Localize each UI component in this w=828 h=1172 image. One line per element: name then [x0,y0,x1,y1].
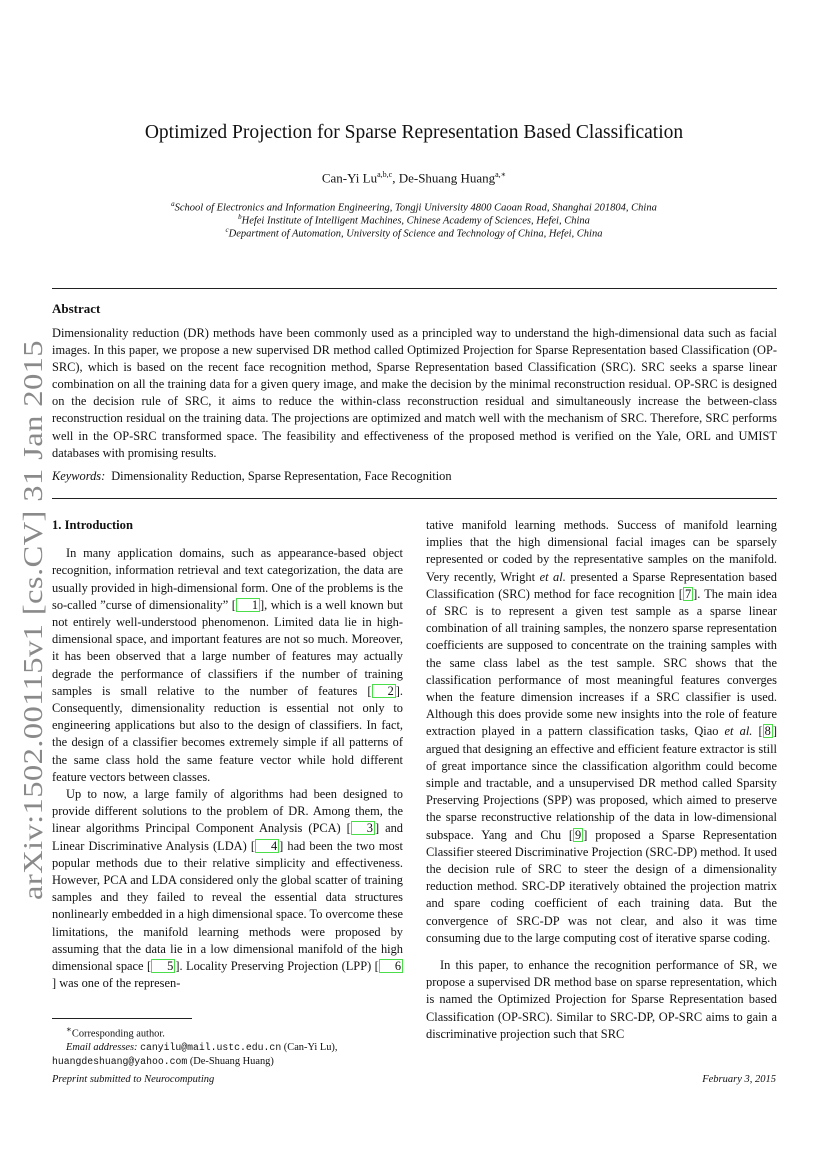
paragraph-text: ], which is a well known but not entirely well-understood phenomenon. Limited data lie in high-dimensional space, and important features are not so much. Moreover, it has been observed that a large number of features may actually degrade the performance of classifiers if the number of training samples is small relative to the number of features [ [52,597,403,698]
email-label: Email addresses: [66,1042,138,1054]
footnote [52,1022,403,1069]
paragraph-text: ]. Locality Preserving Projection (LPP) [ [175,959,379,974]
affiliation-mark: a [171,200,175,208]
affiliation-text: Department of Automation, University of Science and Technology of China, Hefei, China [228,228,603,240]
affiliation [0,226,828,240]
citation-link[interactable]: 7 [684,586,692,601]
paragraph-text: et al. [539,569,566,584]
citation-link[interactable]: 8 [764,724,771,739]
citation-link[interactable]: 1 [236,598,260,612]
abstract-bottom-rule [52,498,777,499]
affiliation [0,200,828,214]
email-link[interactable]: huangdeshuang@yahoo.com [52,1056,188,1068]
paragraph-text: ]. The main idea of SRC is to represent a given test sample as a sparse linear combination of all training samples, the nonzero sparse representation coefficients are supposed to concentrate on the training samples with the same class label as the test sample. SRC shows that the classification performance of most meaningful features converges when the feature dimension increases if a SRC classifier is used. Although this does provide some new insights into the role of feature extraction played in a pattern classification tasks, Qiao [426,586,777,739]
affiliation-text: Hefei Institute of Intelligent Machines, Chinese Academy of Sciences, Hefei, China [241,215,590,227]
abstract-heading: Abstract [52,301,101,316]
abstract-text: Dimensionality reduction (DR) methods have been commonly used as a principled way to understand the high-dimensional data such as facial images. In this paper, we propose a new supervised DR method called Optimized Projection for Sparse Representation based Classification (OP-SRC), which is based on the recent face recognition method, Sparse Representation based Classification (SRC). SRC seeks a sparse linear combination on all the training data for a given query image, and make the decision by the minimal reconstruction residual. OP-SRC is designed on the decision rule of SRC, it aims to reduce the within-class reconstruction residual and simultaneously increase the between-class reconstruction residual on the training data. The projections are optimized and match well with the mechanism of SRC. Therefore, SRC performs well in the OP-SRC transformed space. The feasibility and effectiveness of the proposed method is verified on the Yale, ORL and UMIST databases with promising results. [52,326,777,460]
keywords [52,469,452,484]
author-list [0,170,828,186]
citation-link[interactable]: 9 [575,827,582,842]
right-column [426,517,777,1043]
affiliation-mark: c [225,226,229,234]
author-separator: , [392,170,399,186]
paragraph-text: ] had been the two most popular methods due to their relative simplicity and effectiveness. However, PCA and LDA considered only the global scatter of training samples and they failed to reveal the essential data structures nonlinearly embedded in a high dimensional space. To overcome these limitations, the manifold learning methods were proposed by assuming that the data lie in a low dimensional manifold of the high dimensional space [ [52,838,403,974]
keywords-text: Dimensionality Reduction, Sparse Representation, Face Recognition [111,469,452,483]
paragraph-text: ] proposed a Sparse Representation Classifier steered Discriminative Projection (SRC-DP) method. It used the decision rule of SRC to steer the design of a dimensionality reduction method. SRC-DP iteratively obtained the projection matrix and spare coding coefficient of each training data. But the convergence of SRC-DP was not clear, and also it was time consuming due to the large computing cost of iterative sparse coding. [426,827,778,945]
citation-link[interactable]: 6 [379,959,403,973]
paragraph-text: ] was one of the represen- [52,976,181,991]
paragraph-text: ]. Consequently, dimensionality reduction is essential not only to engineering applications but also to the design of classifiers. In fact, the design of a classifier becomes extremely simple if all patterns of the same class hold the same feature vector while hold different feature vectors between classes. [52,683,403,784]
paragraph-text: ] and Linear Discriminative Analysis (LDA) [ [52,821,403,853]
paragraph-text: Up to now, a large family of algorithms had been designed to provide different solutions to the problem of DR. Among them, the linear algorithms Principal Component Analysis (PCA) [ [52,787,403,836]
footnote-text: Corresponding author. [71,1028,165,1040]
paragraph-text: ] argued that designing an effective and efficient feature extractor is still of great importance since the classification algorithm could become simple and tractable, and a unsupervised DR method called Sparsity Preserving Projections (SPP) was proposed, which aimed to preserve the sparse reconstructive relationship of the data in low-dimensional subspace. Yang and Chu [ [426,724,777,842]
paper-title: Optimized Projection for Sparse Representation Based Classification [144,122,684,143]
footer-journal: Preprint submitted to Neurocomputing [52,1074,215,1085]
footnote-text: (De-Shuang Huang) [187,1056,274,1068]
paragraph [52,545,403,786]
paragraph-text: tative manifold learning methods. Success of manifold learning implies that the high dimensional facial images can be sparsely represented or coded by the representative samples on the manifold. Very recently, Wright [426,518,777,584]
footnote-mark: ∗ [66,1024,72,1034]
citation-link[interactable]: 2 [372,684,396,698]
citation-link[interactable]: 4 [255,839,279,853]
author-name: Can-Yi Lu [321,170,378,186]
citation-link[interactable]: 5 [151,959,175,973]
email-link[interactable]: canyilu@mail.ustc.edu.cn [140,1042,282,1054]
paragraph-text: In many application domains, such as appearance-based object recognition, information retrieval and text categorization, the data are usually provided in high-dimensional form. One of the problems is the so-called ”curse of dimensionality” [ [52,546,403,612]
arxiv-stamp [18,340,48,900]
arxiv-id: arXiv:1502.00115v1 [cs.CV] 31 Jan 2015 [18,436,48,900]
paragraph [52,786,403,992]
footnote-rule [52,1018,192,1019]
keywords-label: Keywords: [52,469,106,483]
paragraph: In this paper, to enhance the recognition performance of SR, we propose a supervised DR method base on sparse representation, which is named the Optimized Projection for Sparse Representation based Classification (OP-SRC). Similar to SRC-DP, OP-SRC aims to gain a discriminative projection such that SRC [426,958,777,1041]
author-name: De-Shuang Huang [398,170,496,186]
author-affil-mark: a,∗ [495,170,507,179]
paragraph-text: presented a Sparse Representation based Classification (SRC) method for face recognition [ [426,569,778,601]
section-heading: 1. Introduction [52,518,133,532]
affiliation-mark: b [238,213,242,221]
abstract-top-rule [52,288,777,289]
paragraph-text: [ [752,724,763,739]
author-affil-mark: a,b,c [377,170,393,179]
footer-date: February 3, 2015 [702,1074,776,1085]
left-column [52,517,403,992]
citation-link[interactable]: 3 [351,821,375,835]
footnote-text: (Can-Yi Lu), [281,1042,338,1054]
paragraph-text: et al. [724,724,753,739]
paragraph [426,517,777,947]
affiliation-text: School of Electronics and Information Engineering, Tongji University 4800 Caoan Road, Shanghai 201804, China [174,202,657,214]
affiliation [0,213,828,227]
